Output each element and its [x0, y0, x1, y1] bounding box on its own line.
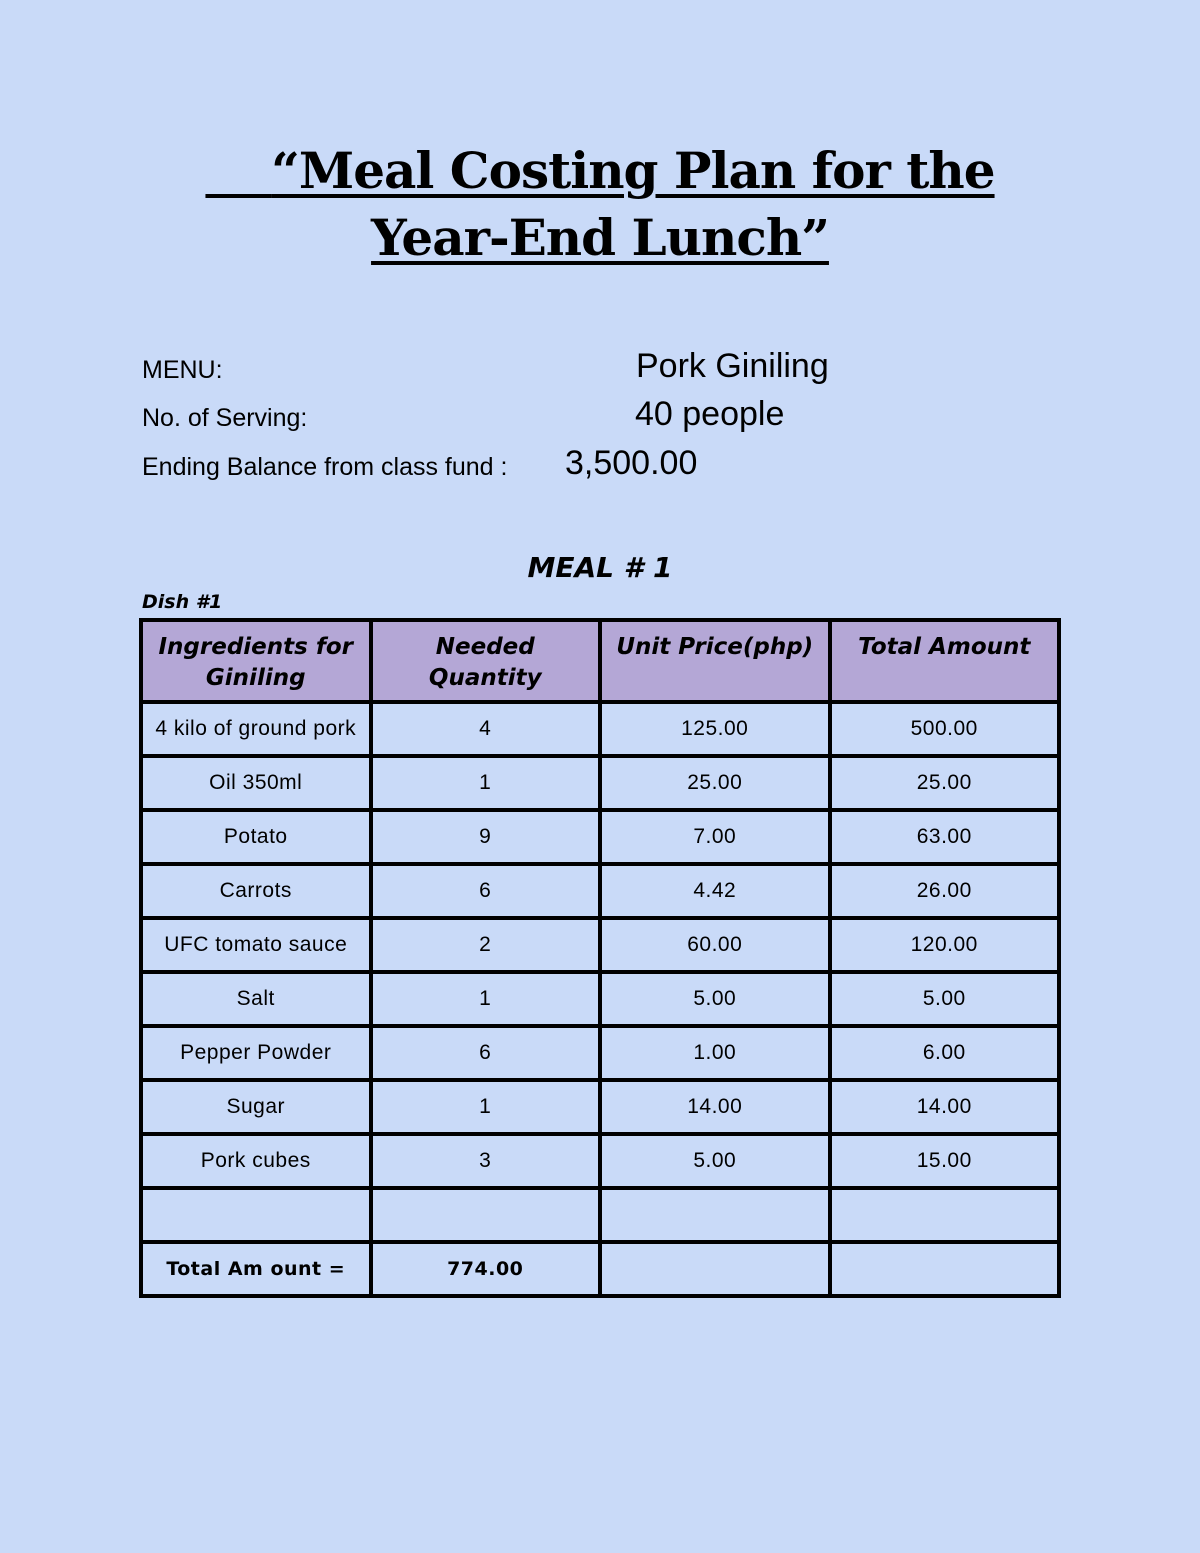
header-ingredients: Ingredients for Giniling	[141, 620, 371, 702]
ingredient-cell: Potato	[141, 810, 371, 864]
quantity-cell: 4	[371, 702, 601, 756]
total-amount-cell: 15.00	[830, 1134, 1060, 1188]
document-title-line-2: Year-End Lunch”	[371, 208, 829, 267]
total-amount-cell: 26.00	[830, 864, 1060, 918]
meal-heading: MEAL # 1	[527, 551, 673, 584]
quantity-cell: 9	[371, 810, 601, 864]
header-total-amount: Total Amount	[830, 620, 1060, 702]
serving-value: 40 people	[635, 395, 785, 433]
unit-price-cell: 25.00	[600, 756, 830, 810]
header-unit-price: Unit Price(php)	[600, 620, 830, 702]
table-row	[141, 972, 1059, 1026]
unit-price-cell: 7.00	[600, 810, 830, 864]
unit-price-cell: 4.42	[600, 864, 830, 918]
quantity-cell: 6	[371, 864, 601, 918]
table-header-row	[141, 620, 1059, 702]
costing-table	[139, 618, 1061, 1298]
title-underline-pad	[205, 141, 271, 200]
ingredient-cell: Sugar	[141, 1080, 371, 1134]
header-needed-quantity: Needed Quantity	[371, 620, 601, 702]
quantity-cell: 3	[371, 1134, 601, 1188]
title-line-1-text: “Meal Costing Plan for the	[271, 141, 995, 200]
total-label: Total Am ount =	[141, 1242, 371, 1296]
unit-price-cell: 5.00	[600, 1134, 830, 1188]
menu-value: Pork Giniling	[636, 347, 829, 385]
unit-price-cell	[600, 1188, 830, 1242]
total-amount-cell: 25.00	[830, 756, 1060, 810]
ingredient-cell	[141, 1188, 371, 1242]
ingredient-cell: Salt	[141, 972, 371, 1026]
table-row-empty	[141, 1188, 1059, 1242]
balance-label: Ending Balance from class fund :	[142, 453, 508, 481]
total-amount-cell: 500.00	[830, 702, 1060, 756]
total-amount-cell: 63.00	[830, 810, 1060, 864]
quantity-cell: 1	[371, 972, 601, 1026]
table-row	[141, 1026, 1059, 1080]
balance-value: 3,500.00	[565, 444, 698, 482]
quantity-cell: 6	[371, 1026, 601, 1080]
unit-price-cell: 5.00	[600, 972, 830, 1026]
table-row	[141, 1080, 1059, 1134]
unit-price-cell: 14.00	[600, 1080, 830, 1134]
table-row	[141, 918, 1059, 972]
quantity-cell: 2	[371, 918, 601, 972]
total-amount-cell: 6.00	[830, 1026, 1060, 1080]
unit-price-cell: 60.00	[600, 918, 830, 972]
quantity-cell	[371, 1188, 601, 1242]
ingredient-cell: UFC tomato sauce	[141, 918, 371, 972]
total-amount-cell: 5.00	[830, 972, 1060, 1026]
table-row	[141, 864, 1059, 918]
empty-cell	[830, 1242, 1060, 1296]
ingredient-cell: Carrots	[141, 864, 371, 918]
ingredient-cell: 4 kilo of ground pork	[141, 702, 371, 756]
serving-label: No. of Serving:	[142, 404, 308, 432]
table-row	[141, 756, 1059, 810]
ingredient-cell: Oil 350ml	[141, 756, 371, 810]
empty-cell	[600, 1242, 830, 1296]
total-amount-cell	[830, 1188, 1060, 1242]
table-row	[141, 1134, 1059, 1188]
quantity-cell: 1	[371, 1080, 601, 1134]
total-value: 774.00	[371, 1242, 601, 1296]
menu-label: MENU:	[142, 356, 223, 384]
unit-price-cell: 1.00	[600, 1026, 830, 1080]
unit-price-cell: 125.00	[600, 702, 830, 756]
ingredient-cell: Pepper Powder	[141, 1026, 371, 1080]
ingredient-cell: Pork cubes	[141, 1134, 371, 1188]
table-total-row	[141, 1242, 1059, 1296]
table-row	[141, 702, 1059, 756]
total-amount-cell: 14.00	[830, 1080, 1060, 1134]
total-amount-cell: 120.00	[830, 918, 1060, 972]
table-row	[141, 810, 1059, 864]
quantity-cell: 1	[371, 756, 601, 810]
document-title-line-1	[0, 138, 1200, 204]
dish-label: Dish #1	[142, 591, 223, 613]
